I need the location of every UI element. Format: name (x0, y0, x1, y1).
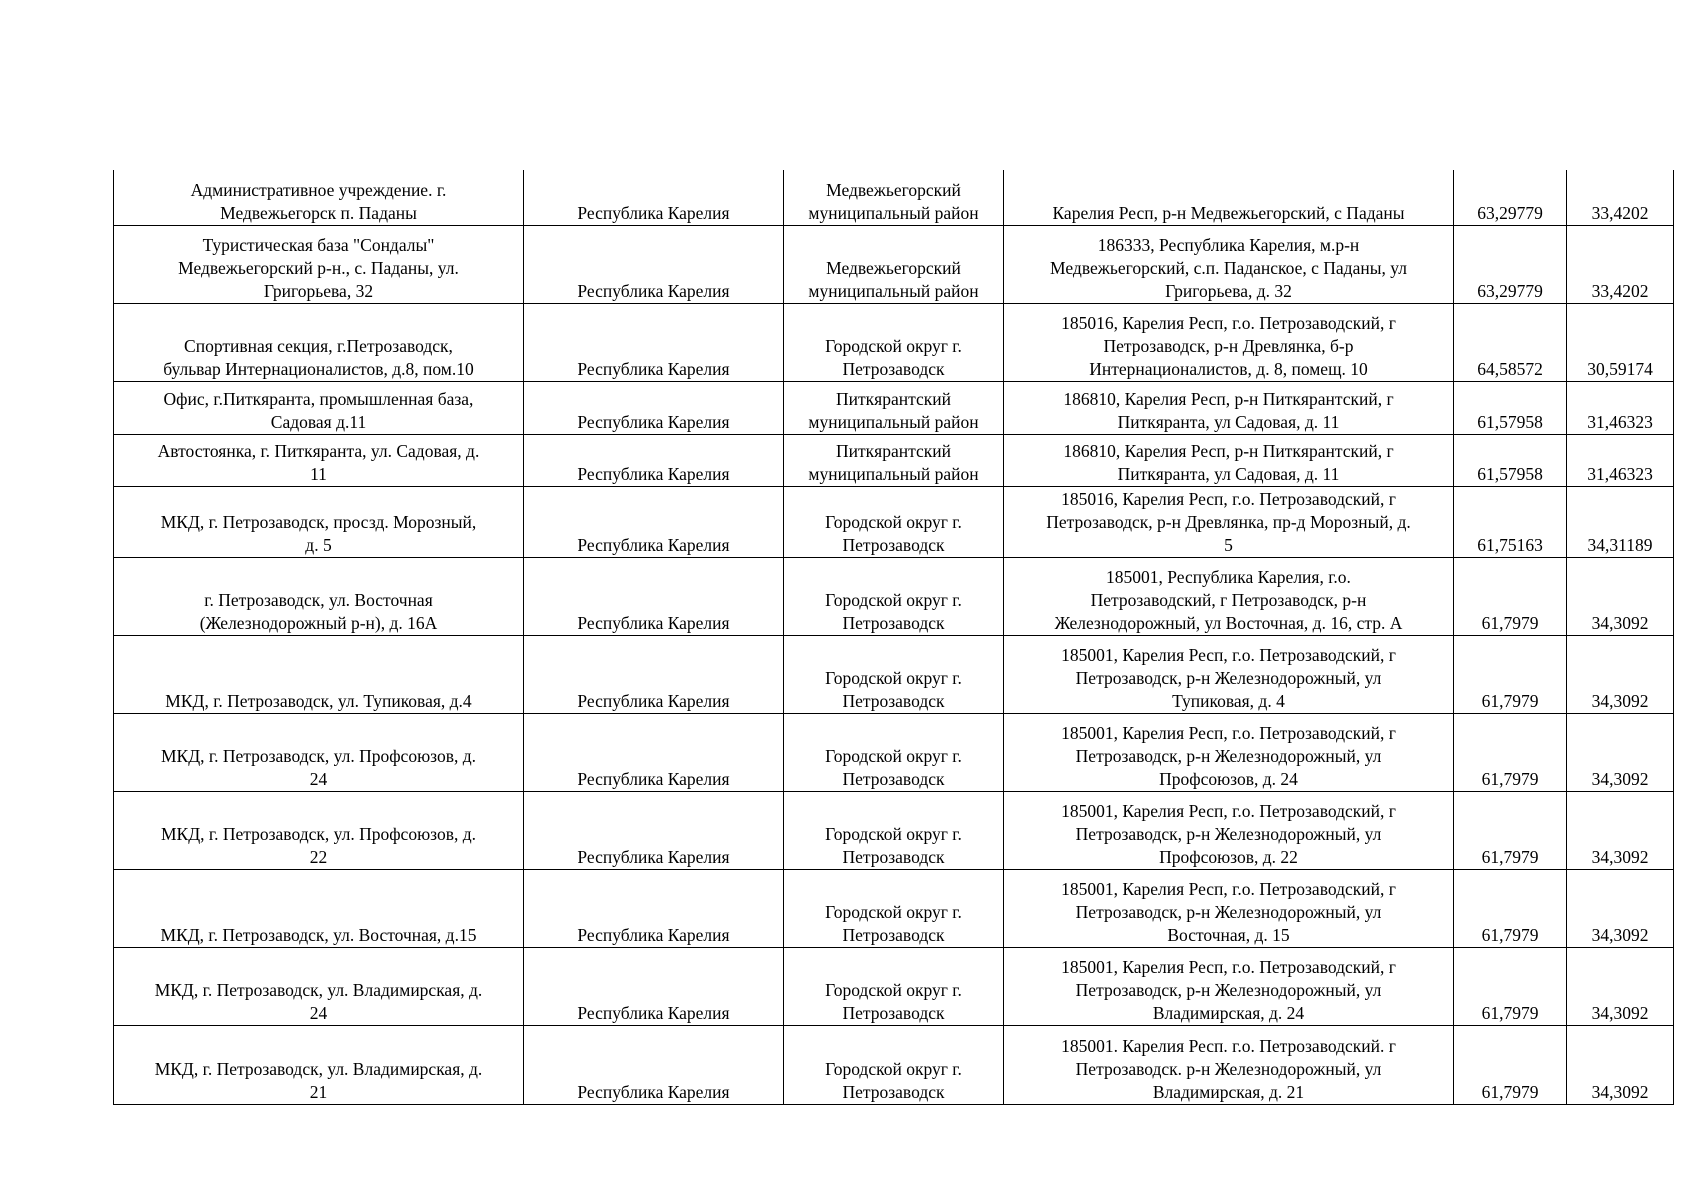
object-name-cell: МКД, г. Петрозаводск, ул. Тупиковая, д.4 (114, 635, 524, 713)
table-row (114, 869, 1674, 947)
table-body (114, 170, 1674, 1104)
table-row (114, 947, 1674, 1025)
table-row (114, 381, 1674, 434)
region-cell: Республика Карелия (524, 225, 784, 303)
longitude-cell: 34,3092 (1567, 869, 1674, 947)
municipality-cell: Городской округ г. Петрозаводск (784, 486, 1004, 557)
address-cell: 186810, Карелия Респ, р-н Питкярантский, г Питкяранта, ул Садовая, д. 11 (1004, 434, 1454, 486)
address-cell: Карелия Респ, р-н Медвежьегорский, с Паданы (1004, 170, 1454, 225)
region-cell: Республика Карелия (524, 791, 784, 869)
table-row (114, 791, 1674, 869)
table-row (114, 434, 1674, 486)
region-cell: Республика Карелия (524, 434, 784, 486)
municipality-cell: Медвежьегорский муниципальный район (784, 170, 1004, 225)
longitude-cell: 34,3092 (1567, 713, 1674, 791)
address-cell: 185016, Карелия Респ, г.о. Петрозаводский, г Петрозаводск, р-н Древлянка, пр-д Морозный, д. 5 (1004, 486, 1454, 557)
address-cell: 185001, Карелия Респ, г.о. Петрозаводский, г Петрозаводск, р-н Железнодорожный, ул Профсоюзов, д. 24 (1004, 713, 1454, 791)
latitude-cell: 61,7979 (1454, 947, 1567, 1025)
latitude-cell: 61,57958 (1454, 434, 1567, 486)
longitude-cell: 34,3092 (1567, 635, 1674, 713)
latitude-cell: 61,7979 (1454, 869, 1567, 947)
latitude-cell: 64,58572 (1454, 303, 1567, 381)
table-row (114, 713, 1674, 791)
object-name-cell: Автостоянка, г. Питкяранта, ул. Садовая, д. 11 (114, 434, 524, 486)
municipality-cell: Городской округ г. Петрозаводск (784, 557, 1004, 635)
municipality-cell: Питкярантский муниципальный район (784, 434, 1004, 486)
region-cell: Республика Карелия (524, 635, 784, 713)
region-cell: Республика Карелия (524, 713, 784, 791)
municipality-cell: Городской округ г. Петрозаводск (784, 303, 1004, 381)
table-row (114, 170, 1674, 225)
latitude-cell: 61,7979 (1454, 1025, 1567, 1104)
municipality-cell: Городской округ г. Петрозаводск (784, 869, 1004, 947)
longitude-cell: 31,46323 (1567, 381, 1674, 434)
longitude-cell: 34,3092 (1567, 557, 1674, 635)
region-cell: Республика Карелия (524, 381, 784, 434)
table-row (114, 225, 1674, 303)
object-name-cell: МКД, г. Петрозаводск, ул. Владимирская, д. 24 (114, 947, 524, 1025)
object-name-cell: г. Петрозаводск, ул. Восточная (Железнодорожный р-н), д. 16А (114, 557, 524, 635)
table-row (114, 1025, 1674, 1104)
object-name-cell: Административное учреждение. г. Медвежьегорск п. Паданы (114, 170, 524, 225)
municipality-cell: Городской округ г. Петрозаводск (784, 791, 1004, 869)
region-cell: Республика Карелия (524, 869, 784, 947)
latitude-cell: 61,7979 (1454, 557, 1567, 635)
latitude-cell: 61,7979 (1454, 713, 1567, 791)
address-cell: 185016, Карелия Респ, г.о. Петрозаводский, г Петрозаводск, р-н Древлянка, б-р Интернационалистов, д. 8, помещ. 10 (1004, 303, 1454, 381)
longitude-cell: 34,3092 (1567, 1025, 1674, 1104)
municipality-cell: Городской округ г. Петрозаводск (784, 1025, 1004, 1104)
municipality-cell: Городской округ г. Петрозаводск (784, 947, 1004, 1025)
longitude-cell: 34,3092 (1567, 791, 1674, 869)
table-row (114, 486, 1674, 557)
municipality-cell: Медвежьегорский муниципальный район (784, 225, 1004, 303)
objects-table (113, 170, 1674, 1105)
table-row (114, 635, 1674, 713)
latitude-cell: 63,29779 (1454, 225, 1567, 303)
region-cell: Республика Карелия (524, 947, 784, 1025)
longitude-cell: 33,4202 (1567, 225, 1674, 303)
object-name-cell: Офис, г.Питкяранта, промышленная база, Садовая д.11 (114, 381, 524, 434)
municipality-cell: Городской округ г. Петрозаводск (784, 713, 1004, 791)
address-cell: 186333, Республика Карелия, м.р-н Медвежьегорский, с.п. Паданское, с Паданы, ул Григорьева, д. 32 (1004, 225, 1454, 303)
municipality-cell: Питкярантский муниципальный район (784, 381, 1004, 434)
latitude-cell: 61,57958 (1454, 381, 1567, 434)
region-cell: Республика Карелия (524, 486, 784, 557)
region-cell: Республика Карелия (524, 170, 784, 225)
region-cell: Республика Карелия (524, 557, 784, 635)
longitude-cell: 33,4202 (1567, 170, 1674, 225)
latitude-cell: 63,29779 (1454, 170, 1567, 225)
longitude-cell: 30,59174 (1567, 303, 1674, 381)
object-name-cell: МКД, г. Петрозаводск, ул. Владимирская, д. 21 (114, 1025, 524, 1104)
address-cell: 185001, Карелия Респ, г.о. Петрозаводский, г Петрозаводск, р-н Железнодорожный, ул Тупиковая, д. 4 (1004, 635, 1454, 713)
latitude-cell: 61,75163 (1454, 486, 1567, 557)
table-row (114, 557, 1674, 635)
latitude-cell: 61,7979 (1454, 635, 1567, 713)
address-cell: 185001. Карелия Респ. г.о. Петрозаводский. г Петрозаводск. р-н Железнодорожный, ул Владимирская, д. 21 (1004, 1025, 1454, 1104)
object-name-cell: МКД, г. Петрозаводск, ул. Профсоюзов, д. 22 (114, 791, 524, 869)
object-name-cell: МКД, г. Петрозаводск, ул. Восточная, д.15 (114, 869, 524, 947)
municipality-cell: Городской округ г. Петрозаводск (784, 635, 1004, 713)
address-cell: 186810, Карелия Респ, р-н Питкярантский, г Питкяранта, ул Садовая, д. 11 (1004, 381, 1454, 434)
address-cell: 185001, Карелия Респ, г.о. Петрозаводский, г Петрозаводск, р-н Железнодорожный, ул Владимирская, д. 24 (1004, 947, 1454, 1025)
object-name-cell: Туристическая база "Сондалы" Медвежьегорский р-н., с. Паданы, ул. Григорьева, 32 (114, 225, 524, 303)
latitude-cell: 61,7979 (1454, 791, 1567, 869)
address-cell: 185001, Карелия Респ, г.о. Петрозаводский, г Петрозаводск, р-н Железнодорожный, ул Профсоюзов, д. 22 (1004, 791, 1454, 869)
table-row (114, 303, 1674, 381)
object-name-cell: Спортивная секция, г.Петрозаводск, бульвар Интернационалистов, д.8, пом.10 (114, 303, 524, 381)
object-name-cell: МКД, г. Петрозаводск, ул. Профсоюзов, д. 24 (114, 713, 524, 791)
address-cell: 185001, Карелия Респ, г.о. Петрозаводский, г Петрозаводск, р-н Железнодорожный, ул Восточная, д. 15 (1004, 869, 1454, 947)
longitude-cell: 34,3092 (1567, 947, 1674, 1025)
region-cell: Республика Карелия (524, 1025, 784, 1104)
region-cell: Республика Карелия (524, 303, 784, 381)
longitude-cell: 34,31189 (1567, 486, 1674, 557)
longitude-cell: 31,46323 (1567, 434, 1674, 486)
object-name-cell: МКД, г. Петрозаводск, просзд. Морозный, д. 5 (114, 486, 524, 557)
address-cell: 185001, Республика Карелия, г.о. Петрозаводский, г Петрозаводск, р-н Железнодорожный, ул Восточная, д. 16, стр. А (1004, 557, 1454, 635)
